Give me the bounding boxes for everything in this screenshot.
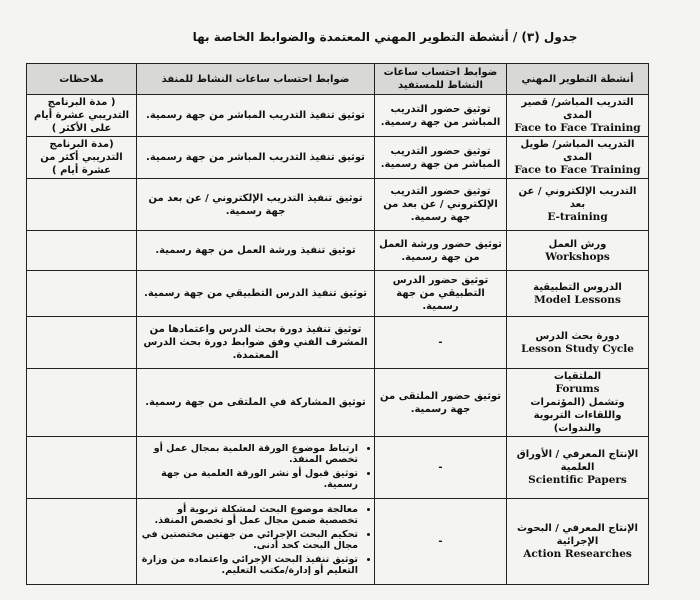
notes-cell bbox=[27, 179, 137, 231]
header-implementer: ضوابط احتساب ساعات النشاط للمنفذ bbox=[137, 64, 375, 95]
implementer-cell: توثيق تنفيذ التدريب المباشر من جهة رسمية. bbox=[137, 137, 375, 179]
beneficiary-cell: - bbox=[375, 499, 507, 585]
header-activity: أنشطة التطوير المهني bbox=[507, 64, 649, 95]
table-row bbox=[27, 137, 649, 179]
table-row bbox=[27, 231, 649, 271]
beneficiary-cell: توثيق حضور التدريب المباشر من جهة رسمية. bbox=[375, 137, 507, 179]
table-header-row bbox=[27, 64, 649, 95]
activity-ar: التدريب الإلكتروني / عن بعد bbox=[518, 186, 637, 210]
implementer-cell: توثيق تنفيذ التدريب المباشر من جهة رسمية. bbox=[137, 95, 375, 137]
activity-cell bbox=[507, 137, 649, 179]
implementer-cell: توثيق تنفيذ دورة بحث الدرس واعتمادها من المشرف الفني وفق ضوابط دورة بحث الدرس المعتمدة. bbox=[137, 317, 375, 369]
activity-ar: دورة بحث الدرس bbox=[535, 330, 620, 342]
bullet-item: • توثيق قبول أو نشر الورقة العلمية من جهة رسمية. bbox=[141, 468, 358, 490]
table-row bbox=[27, 317, 649, 369]
notes-cell: ( مدة البرنامج التدريبي عشرة أيام على الأكثر ) bbox=[27, 95, 137, 137]
table-row bbox=[27, 369, 649, 437]
table-row bbox=[27, 271, 649, 317]
activity-ar: الإنتاج المعرفي / البحوث الإجرائية bbox=[517, 523, 638, 547]
activity-cell bbox=[507, 369, 649, 437]
activity-ar: التدريب المباشر/ طويل المدى bbox=[520, 139, 635, 163]
table-row bbox=[27, 499, 649, 585]
activity-cell bbox=[507, 95, 649, 137]
activity-ar-detail: وتشمل (المؤتمرات واللقاءات التربوية والندوات) bbox=[530, 397, 625, 434]
implementer-cell: توثيق المشاركة في الملتقى من جهة رسمية. bbox=[137, 369, 375, 437]
implementer-bullets bbox=[141, 504, 370, 576]
implementer-cell: توثيق تنفيذ الدرس التطبيقي من جهة رسمية. bbox=[137, 271, 375, 317]
activity-cell bbox=[507, 437, 649, 499]
header-notes: ملاحظات bbox=[27, 64, 137, 95]
activity-ar: ورش العمل bbox=[548, 238, 607, 250]
bullet-item: • توثيق تنفيذ البحث الإجرائي واعتماده من وزارة التعليم أو إدارة/مكتب التعليم. bbox=[141, 554, 358, 576]
activity-en: Workshops bbox=[545, 250, 610, 263]
activity-ar: الإنتاج المعرفي / الأوراق العلمية bbox=[516, 449, 639, 473]
activity-ar: الملتقيات bbox=[553, 371, 602, 382]
notes-cell bbox=[27, 271, 137, 317]
activity-en: Model Lessons bbox=[534, 293, 621, 306]
beneficiary-cell: - bbox=[375, 317, 507, 369]
activity-en: Face to Face Training bbox=[514, 164, 641, 176]
activity-en: Face to Face Training bbox=[514, 122, 641, 134]
beneficiary-cell: توثيق حضور الملتقى من جهة رسمية. bbox=[375, 369, 507, 437]
notes-cell bbox=[27, 231, 137, 271]
header-beneficiary: ضوابط احتساب ساعات النشاط للمستفيد bbox=[375, 64, 507, 95]
table-row bbox=[27, 179, 649, 231]
table-row bbox=[27, 437, 649, 499]
notes-cell bbox=[27, 437, 137, 499]
implementer-cell: توثيق تنفيذ التدريب الإلكتروني / عن بعد من جهة رسمية. bbox=[137, 179, 375, 231]
beneficiary-cell: توثيق حضور التدريب المباشر من جهة رسمية. bbox=[375, 95, 507, 137]
notes-cell bbox=[27, 317, 137, 369]
implementer-cell bbox=[137, 437, 375, 499]
activity-ar: الدروس التطبيقية bbox=[533, 281, 622, 293]
activity-en: Action Researches bbox=[523, 548, 632, 560]
beneficiary-cell: توثيق حضور التدريب الإلكتروني / عن بعد من جهة رسمية. bbox=[375, 179, 507, 231]
activity-en: Lesson Study Cycle bbox=[521, 342, 634, 355]
activity-cell bbox=[507, 179, 649, 231]
bullet-item: • معالجة موضوع البحث لمشكلة تربوية أو تخصصية ضمن مجال عمل أو تخصص المنفذ. bbox=[141, 504, 358, 526]
beneficiary-cell: توثيق حضور ورشة العمل من جهة رسمية. bbox=[375, 231, 507, 271]
activity-cell bbox=[507, 271, 649, 317]
notes-cell: (مدة البرنامج التدريبي أكثر من عشرة أيام ) bbox=[27, 137, 137, 179]
activities-table bbox=[26, 63, 649, 585]
activity-en: Scientific Papers bbox=[528, 474, 627, 486]
table-caption: جدول (٣) / أنشطة التطوير المهني المعتمدة والضوابط الخاصة بها bbox=[192, 30, 578, 44]
bullet-item: • ارتباط موضوع الورقة العلمية بمجال عمل أو تخصص المنفذ. bbox=[141, 443, 358, 465]
activity-cell bbox=[507, 231, 649, 271]
implementer-cell: توثيق تنفيذ ورشة العمل من جهة رسمية. bbox=[137, 231, 375, 271]
table-row bbox=[27, 95, 649, 137]
implementer-bullets bbox=[141, 443, 370, 490]
notes-cell bbox=[27, 369, 137, 437]
beneficiary-cell: توثيق حضور الدرس التطبيقي من جهة رسمية. bbox=[375, 271, 507, 317]
activity-en: E-training bbox=[547, 211, 608, 223]
notes-cell bbox=[27, 499, 137, 585]
beneficiary-cell: - bbox=[375, 437, 507, 499]
bullet-item: • تحكيم البحث الإجرائي من جهتين مختصتين في مجال البحث كحد أدنى. bbox=[141, 529, 358, 551]
activity-cell bbox=[507, 317, 649, 369]
activity-cell bbox=[507, 499, 649, 585]
activity-ar: التدريب المباشر/ قصير المدى bbox=[521, 97, 634, 121]
activity-en: Forums bbox=[555, 383, 600, 395]
implementer-cell bbox=[137, 499, 375, 585]
